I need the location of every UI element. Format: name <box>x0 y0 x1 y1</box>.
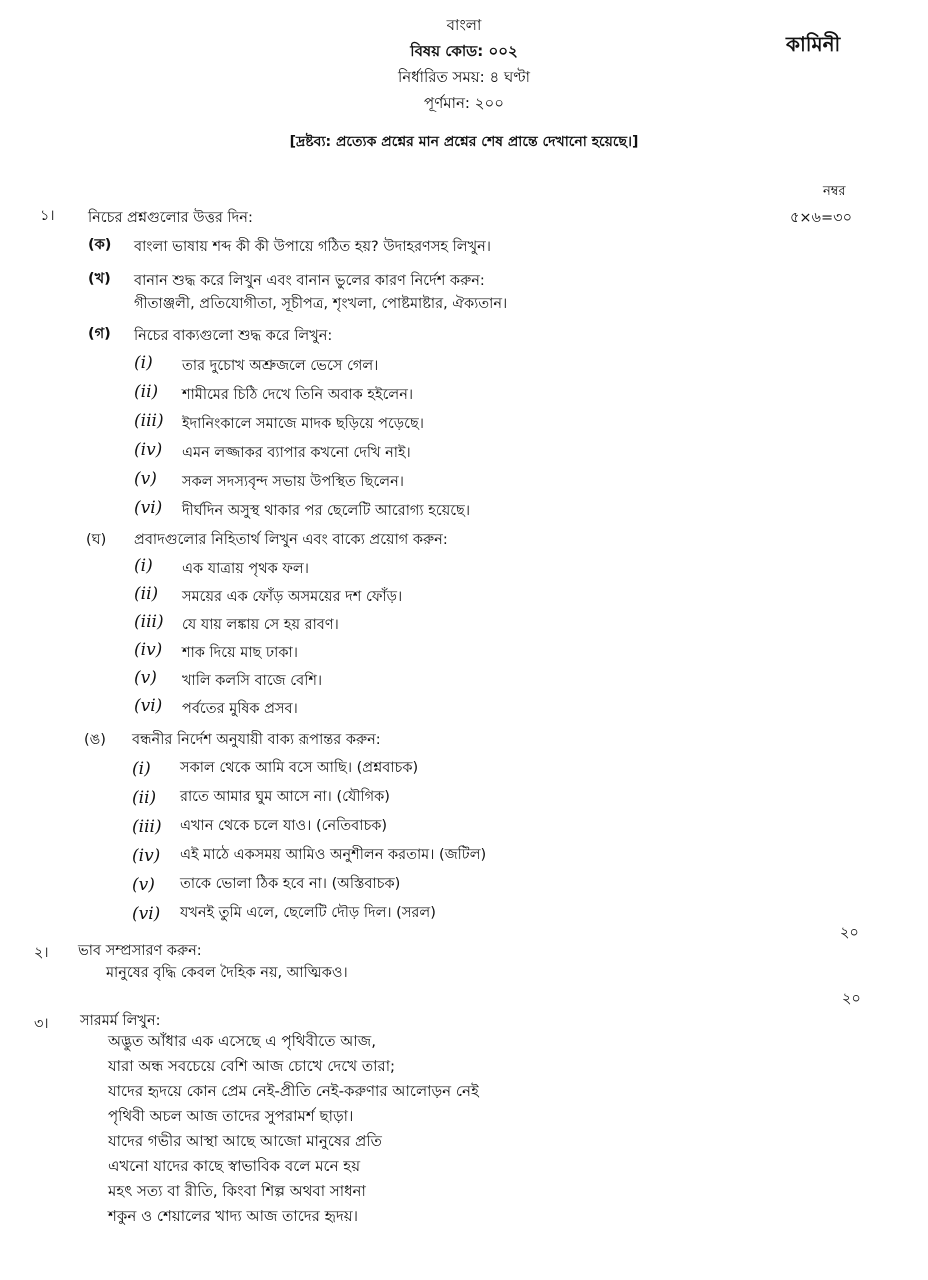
part-uma-label: (ঙ) <box>84 732 106 748</box>
uma-item-text: সকাল থেকে আমি বসে আছি। (প্রশ্নবাচক) <box>180 760 419 776</box>
question-2-quote: মানুষের বৃদ্ধি কেবল দৈহিক নয়, আত্মিকও। <box>106 965 348 981</box>
question-1-marks: ৫×৬=৩০ <box>790 210 852 226</box>
ga-item-number: (iv) <box>134 440 163 460</box>
part-kha-text: বানান শুদ্ধ করে লিখুন এবং বানান ভুলের কারণ নির্দেশ করুন: <box>134 273 485 289</box>
question-2-text: ভাব সম্প্রসারণ করুন: <box>78 943 202 959</box>
handwritten-name: কামিনী <box>786 32 841 56</box>
poem-line: যাদের গভীর আস্থা আছে আজো মানুষের প্রতি <box>108 1132 382 1150</box>
uma-item-number: (v) <box>132 875 155 895</box>
poem-line: যারা অন্ধ সবচেয়ে বেশি আজ চোখে দেখে তারা; <box>108 1057 396 1075</box>
ga-item-number: (vi) <box>134 498 163 518</box>
uma-item-number: (i) <box>132 759 151 779</box>
part-kha-words: গীতাঞ্জলী, প্রতিযোগীতা, সূচীপত্র, শৃংখলা, পোষ্টমাষ্টার, ঐক্যতান। <box>134 296 508 312</box>
gha-item-text: পর্বতের মুষিক প্রসব। <box>182 701 298 717</box>
poem-line: অদ্ভুত আঁধার এক এসেছে এ পৃথিবীতে আজ, <box>108 1032 376 1050</box>
gha-item-number: (ii) <box>134 584 159 604</box>
uma-item-text: এই মাঠে একসময় আমিও অনুশীলন করতাম। (জটিল) <box>180 847 487 863</box>
gha-item-text: শাক দিয়ে মাছ ঢাকা। <box>182 645 298 661</box>
part-gha-text: প্রবাদগুলোর নিহিতার্থ লিখুন এবং বাক্যে প্রয়োগ করুন: <box>134 532 448 548</box>
uma-item-text: এখান থেকে চলে যাও। (নেতিবাচক) <box>180 818 388 834</box>
part-ka-text: বাংলা ভাষায় শব্দ কী কী উপায়ে গঠিত হয়? উদাহরণসহ লিখুন। <box>134 239 491 255</box>
uma-item-number: (iii) <box>132 817 162 837</box>
poem-line: এখনো যাদের কাছে স্বাভাবিক বলে মনে হয় <box>108 1157 361 1175</box>
part-ka-label: (ক) <box>88 237 112 253</box>
question-3-number: ৩। <box>34 1016 49 1032</box>
question-2-marks: ২০ <box>840 925 859 941</box>
poem-line: মহৎ সত্য বা রীতি, কিংবা শিল্প অথবা সাধনা <box>108 1182 366 1200</box>
subject-title: বাংলা <box>446 16 482 34</box>
question-3-text: সারমর্ম লিখুন: <box>80 1013 161 1029</box>
ga-item-number: (v) <box>134 469 157 489</box>
uma-item-text: তাকে ভোলা ঠিক হবে না। (অস্তিবাচক) <box>180 876 401 892</box>
ga-item-text: ইদানিংকালে সমাজে মাদক ছড়িয়ে পড়েছে। <box>182 416 424 432</box>
exam-time: নির্ধারিত সময়: ৪ ঘণ্টা <box>397 68 531 86</box>
part-kha-label: (খ) <box>88 271 111 287</box>
question-2-number: ২। <box>34 945 49 961</box>
ga-item-text: তার দুচোখ অশ্রুজলে ভেসে গেল। <box>182 358 379 374</box>
gha-item-number: (i) <box>134 556 153 576</box>
gha-item-text: এক যাত্রায় পৃথক ফল। <box>182 561 309 577</box>
marks-column-label: নম্বর <box>823 184 846 199</box>
question-1-number: ১। <box>40 208 55 224</box>
ga-item-number: (i) <box>134 353 153 373</box>
gha-item-number: (iii) <box>134 612 164 632</box>
poem-line: শকুন ও শেয়ালের খাদ্য আজ তাদের হৃদয়। <box>108 1207 358 1225</box>
gha-item-number: (vi) <box>134 696 163 716</box>
gha-item-number: (v) <box>134 668 157 688</box>
uma-item-number: (ii) <box>132 788 157 808</box>
ga-item-number: (iii) <box>134 411 164 431</box>
part-ga-label: (গ) <box>88 326 111 342</box>
gha-item-text: যে যায় লঙ্কায় সে হয় রাবণ। <box>182 617 339 633</box>
uma-item-number: (vi) <box>132 904 161 924</box>
part-ga-text: নিচের বাক্যগুলো শুদ্ধ করে লিখুন: <box>134 328 333 344</box>
gha-item-number: (iv) <box>134 640 163 660</box>
poem-line: পৃথিবী অচল আজ তাদের সুপরামর্শ ছাড়া। <box>108 1107 354 1125</box>
uma-item-text: রাতে আমার ঘুম আসে না। (যৌগিক) <box>180 789 390 805</box>
uma-item-number: (iv) <box>132 846 161 866</box>
instruction-note: [দ্রষ্টব্য: প্রত্যেক প্রশ্নের মান প্রশ্নের শেষ প্রান্তে দেখানো হয়েছে।] <box>289 134 639 150</box>
ga-item-text: দীর্ঘদিন অসুস্থ থাকার পর ছেলেটি আরোগ্য হয়েছে। <box>182 503 471 519</box>
gha-item-text: খালি কলসি বাজে বেশি। <box>182 673 323 689</box>
ga-item-number: (ii) <box>134 382 159 402</box>
uma-item-text: যখনই তুমি এলে, ছেলেটি দৌড় দিল। (সরল) <box>180 905 436 921</box>
ga-item-text: সকল সদস্যবৃন্দ সভায় উপস্থিত ছিলেন। <box>182 474 404 490</box>
question-1-text: নিচের প্রশ্নগুলোর উত্তর দিন: <box>88 210 253 226</box>
poem-line: যাদের হৃদয়ে কোন প্রেম নেই-প্রীতি নেই-করুণার আলোড়ন নেই <box>108 1082 479 1100</box>
part-uma-text: বন্ধনীর নির্দেশ অনুযায়ী বাক্য রূপান্তর করুন: <box>132 732 381 748</box>
gha-item-text: সময়ের এক ফোঁড় অসময়ের দশ ফোঁড়। <box>182 589 403 605</box>
ga-item-text: এমন লজ্জাকর ব্যাপার কখনো দেখি নাই। <box>182 445 411 461</box>
subject-code: বিষয় কোড: ০০২ <box>410 42 518 60</box>
full-marks: পূর্ণমান: ২০০ <box>424 94 504 112</box>
ga-item-text: শামীমের চিঠি দেখে তিনি অবাক হইলেন। <box>182 387 414 403</box>
question-3-marks: ২০ <box>842 991 861 1007</box>
part-gha-label: (ঘ) <box>86 532 107 548</box>
